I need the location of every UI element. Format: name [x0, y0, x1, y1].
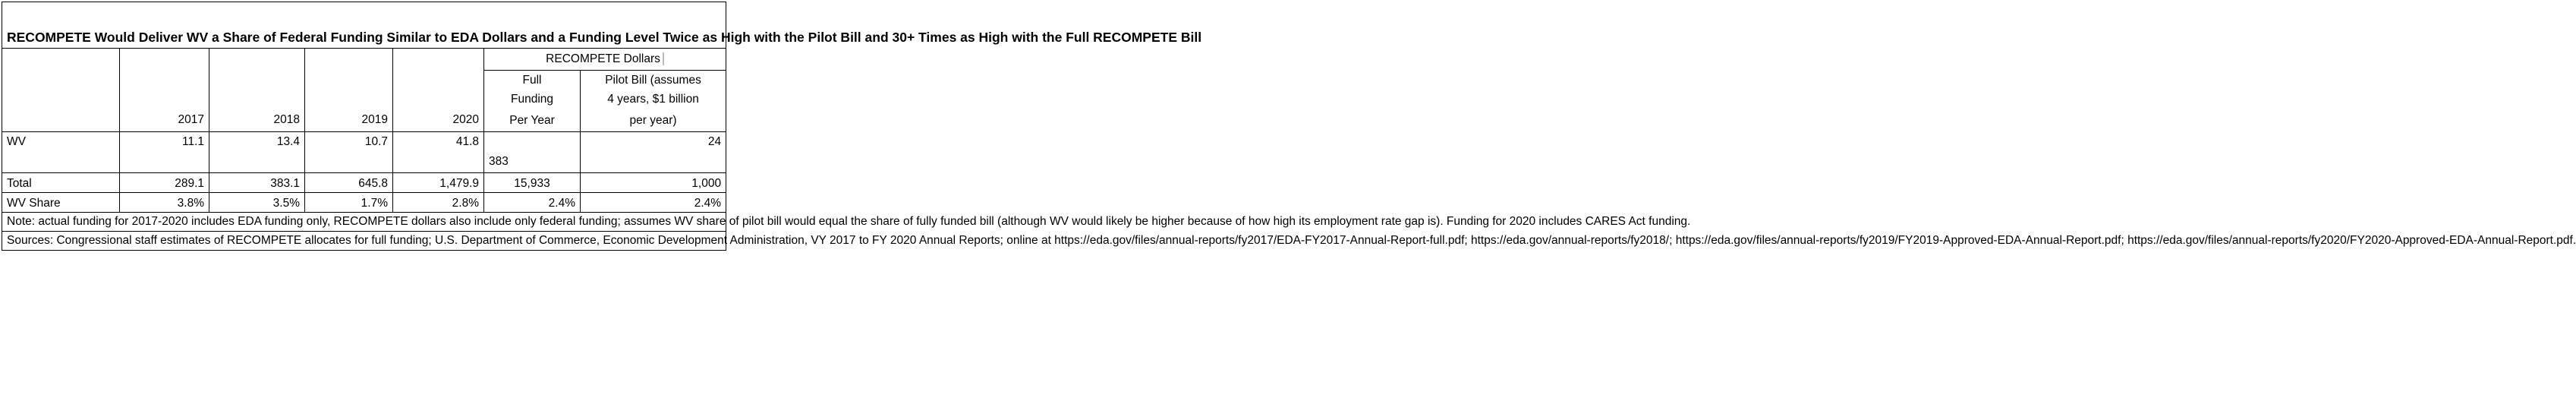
table-note: Note: actual funding for 2017-2020 includes EDA funding only, RECOMPETE dollars also include only federal funding; assumes WV share of pilot bill would equal the share of fully funded bill (although WV would likely be higher because of how high its employment rate gap is). Funding for 2020 includes CARES Act funding.	[2, 213, 726, 232]
table-row-total	[2, 173, 726, 193]
row-label: Total	[2, 173, 120, 193]
cell-total-pilot: 1,000	[581, 173, 726, 193]
header-2017: 2017	[120, 49, 209, 132]
cell-share-2019: 1.7%	[305, 193, 393, 213]
cell-total-2018: 383.1	[209, 173, 305, 193]
header-full-funding-1: Full	[484, 71, 581, 90]
header-pilot-3: per year)	[581, 110, 726, 132]
cell-wv-2018: 13.4	[209, 132, 305, 173]
table-row-wv-share	[2, 193, 726, 213]
cell-share-2018: 3.5%	[209, 193, 305, 213]
row-label: WV Share	[2, 193, 120, 213]
funding-table-document	[2, 2, 2576, 393]
header-pilot-2: 4 years, $1 billion	[581, 89, 726, 110]
header-2018: 2018	[209, 49, 305, 132]
header-2019: 2019	[305, 49, 393, 132]
cell-total-2020: 1,479.9	[393, 173, 484, 193]
table-title: RECOMPETE Would Deliver WV a Share of Federal Funding Similar to EDA Dollars and a Funding Level Twice as High with the Pilot Bill and 30+ Times as High with the Full RECOMPETE Bill	[2, 2, 726, 49]
cell-total-2019: 645.8	[305, 173, 393, 193]
header-blank-cell	[2, 49, 120, 132]
cell-share-2020: 2.8%	[393, 193, 484, 213]
cell-share-full-funding: 2.4%	[484, 193, 581, 213]
funding-table	[2, 2, 2576, 251]
header-full-funding-3: Per Year	[484, 110, 581, 132]
header-recompete-dollars	[484, 49, 726, 71]
header-recompete-dollars-label: RECOMPETE Dollars	[546, 52, 664, 65]
cell-share-pilot: 2.4%	[581, 193, 726, 213]
cell-total-2017: 289.1	[120, 173, 209, 193]
header-pilot-1: Pilot Bill (assumes	[581, 71, 726, 90]
table-row-wv	[2, 132, 726, 173]
row-label: WV	[2, 132, 120, 173]
cell-total-full-funding: 15,933	[484, 173, 581, 193]
cell-wv-pilot: 24	[581, 132, 726, 173]
cell-wv-2020: 41.8	[393, 132, 484, 173]
table-sources: Sources: Congressional staff estimates of RECOMPETE allocates for full funding; U.S. Department of Commerce, Economic Development Administration, VY 2017 to FY 2020 Annual Reports; online at https://eda.gov/files/annual-reports/fy2017/EDA-FY2017-Annual-Report-full.pdf; https://eda.gov/annual-reports/fy2018/; https://eda.gov/files/annual-reports/fy2019/FY2019-Approved-EDA-Annual-Report.pdf; https://eda.gov/files/annual-reports/fy2020/FY2020-Approved-EDA-Annual-Report.pdf.	[2, 231, 726, 250]
cell-share-2017: 3.8%	[120, 193, 209, 213]
header-full-funding-2: Funding	[484, 89, 581, 110]
cell-wv-full-funding: 383	[484, 132, 581, 173]
cell-wv-2017: 11.1	[120, 132, 209, 173]
cell-wv-2019: 10.7	[305, 132, 393, 173]
header-2020: 2020	[393, 49, 484, 132]
